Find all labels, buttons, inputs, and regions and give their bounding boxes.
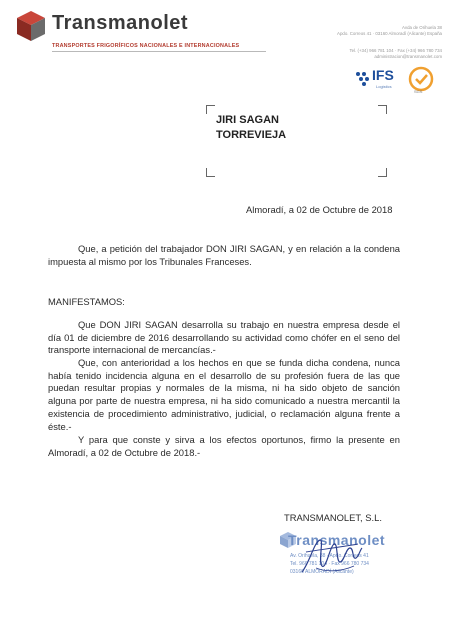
company-subtitle: TRANSPORTES FRIGORÍFICOS NACIONALES E INTERNACIONALES xyxy=(52,43,240,49)
stamp-line: Tel. 966 781 104 · Fax 966 780 734 xyxy=(290,561,369,567)
address-window-corner xyxy=(206,105,215,114)
address-line: Apdo. Correos 41 · 03160 Almoradí (Alicante) España xyxy=(337,30,442,36)
handwritten-signature xyxy=(296,532,366,578)
letter-heading: MANIFESTAMOS: xyxy=(48,296,125,307)
stamp-brand: Transmanolet xyxy=(288,532,386,548)
ifs-certification-sub: Logistics xyxy=(376,84,392,89)
contact-line: Tel. (+34) 966 781 104 · Fax (+34) 966 780 734 xyxy=(349,48,442,53)
letter-paragraph-employment: Que DON JIRI SAGAN desarrolla su trabajo en nuestra empresa desde el día 01 de diciembre de 2016 desarrollando su actividad como chófer en el seno del transporte internacional de mercancías.- xyxy=(48,319,400,356)
company-contact xyxy=(318,48,442,59)
letter-paragraph-intro: Que, a petición del trabajador DON JIRI SAGAN, y en relación a la condena impuesta al mismo por los Tribunales Franceses. xyxy=(48,243,400,267)
company-address xyxy=(322,25,442,36)
letter-paragraph-closing: Y para que conste y sirva a los efectos oportunos, firmo la presente en Almoradí, a 02 de Octubre de 2018.- xyxy=(48,434,400,458)
signatory-company: TRANSMANOLET, S.L. xyxy=(284,512,382,523)
recipient-name: JIRI SAGAN xyxy=(216,114,279,126)
company-brand: Transmanolet xyxy=(52,12,189,34)
sgs-label: SGS xyxy=(414,89,423,94)
address-window-corner xyxy=(206,168,215,177)
recipient-block xyxy=(216,113,286,143)
ifs-certification-label: IFS xyxy=(372,67,394,83)
stamp-line: Av. Orihuela, 38 · Apdo. Correos 41 xyxy=(290,553,369,559)
stamp-line: 03160 ALMORADÍ (Alicante) xyxy=(290,569,354,575)
address-line: Avda de Orihuela 38 xyxy=(402,25,442,30)
letter-date: Almoradí, a 02 de Octubre de 2018 xyxy=(246,204,393,215)
letterhead-divider xyxy=(52,51,266,52)
company-logo-icon xyxy=(16,10,46,42)
recipient-city: TORREVIEJA xyxy=(216,129,287,141)
address-window-corner xyxy=(378,168,387,177)
address-window-corner xyxy=(378,105,387,114)
contact-line: administracion@transmanolet.com xyxy=(374,53,442,59)
letter-paragraph-record: Que, con anterioridad a los hechos en que se funda dicha condena, nunca había tenido incidencia alguna en el desarrollo de su profesión fuera de las que puedan resultar propias y normales de la misma, ni ha sido objeto de sanción alguna por parte de nuestra empresa, ni ha sido comunicado a nuestra mercantil la existencia de procedimiento administrativo, judicial, o reclamación alguna frente a éste.- xyxy=(48,357,400,432)
